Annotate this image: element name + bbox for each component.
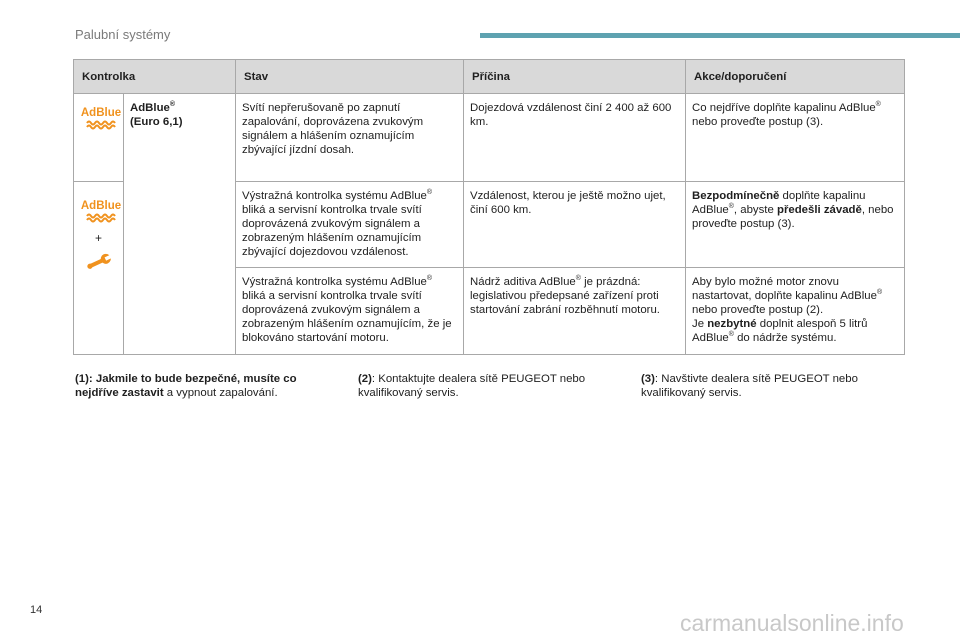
col-header-action: Akce/doporučení: [686, 60, 905, 94]
footnote-2: (2): Kontaktujte dealera sítě PEUGEOT nebo kvalifikovaný servis.: [358, 373, 586, 399]
col-header-indicator: Kontrolka: [74, 60, 236, 94]
svg-text:AdBlue: AdBlue: [80, 200, 122, 212]
cause-cell: Nádrž aditiva AdBlue® je prázdná: legislativou předepsané zařízení proti startování zabrání rozběhnutí motoru.: [464, 268, 686, 355]
col-header-state: Stav: [236, 60, 464, 94]
cause-cell: Vzdálenost, kterou je ještě možno ujet, činí 600 km.: [464, 182, 686, 268]
indicator-table: [73, 59, 905, 355]
plus-sign: +: [94, 231, 102, 245]
adblue-warning-icon: [80, 197, 122, 223]
action-cell: Aby bylo možné motor znovu nastartovat, doplňte kapalinu AdBlue® nebo proveďte postup (2). Je nezbytné doplnit alespoň 5 litrů AdBlue® do nádrže systému.: [686, 268, 905, 355]
table-header-row: [74, 60, 905, 94]
indicator-name: AdBlue: [130, 102, 170, 114]
icon-cell: [74, 182, 124, 355]
indicator-variant: (Euro 6,1): [130, 116, 183, 128]
footnote-1: (1): Jakmile to bude bezpečné, musíte co nejdříve zastavit a vypnout zapalování.: [75, 373, 297, 399]
header-accent-bar: [480, 33, 960, 38]
action-cell: Co nejdříve doplňte kapalinu AdBlue® nebo proveďte postup (3).: [686, 94, 905, 182]
page-number: 14: [30, 604, 43, 616]
state-cell: Výstražná kontrolka systému AdBlue® bliká a servisní kontrolka trvale svítí doprovázená zvukovým signálem a zobrazeným hlášením oznamujícím, že je blokováno startování motoru.: [236, 268, 464, 355]
action-cell: Bezpodmínečně doplňte kapalinu AdBlue®, abyste předešli závadě, nebo proveďte postup (3).: [686, 182, 905, 268]
table-row: [74, 94, 905, 182]
state-cell: Svítí nepřerušovaně po zapnutí zapalování, doprovázena zvukovým signálem a hlášením oznamujícím zbývající jízdní dosah.: [236, 94, 464, 182]
svg-text:AdBlue: AdBlue: [80, 107, 122, 119]
indicator-name-cell: AdBlue® (Euro 6,1): [124, 94, 236, 355]
wrench-icon: [84, 251, 114, 273]
adblue-warning-icon: [80, 104, 122, 130]
col-header-cause: Příčina: [464, 60, 686, 94]
watermark: carmanualsonline.info: [680, 610, 904, 636]
footnote-3: (3): Navštivte dealera sítě PEUGEOT nebo kvalifikovaný servis.: [641, 373, 858, 399]
cause-cell: Dojezdová vzdálenost činí 2 400 až 600 km.: [464, 94, 686, 182]
icon-cell: [74, 94, 124, 182]
state-cell: Výstražná kontrolka systému AdBlue® bliká a servisní kontrolka trvale svítí doprovázená zvukovým signálem a zobrazeným hlášením oznamujícím zbývající dojezdovou vzdálenost.: [236, 182, 464, 268]
section-title: Palubní systémy: [75, 27, 171, 42]
